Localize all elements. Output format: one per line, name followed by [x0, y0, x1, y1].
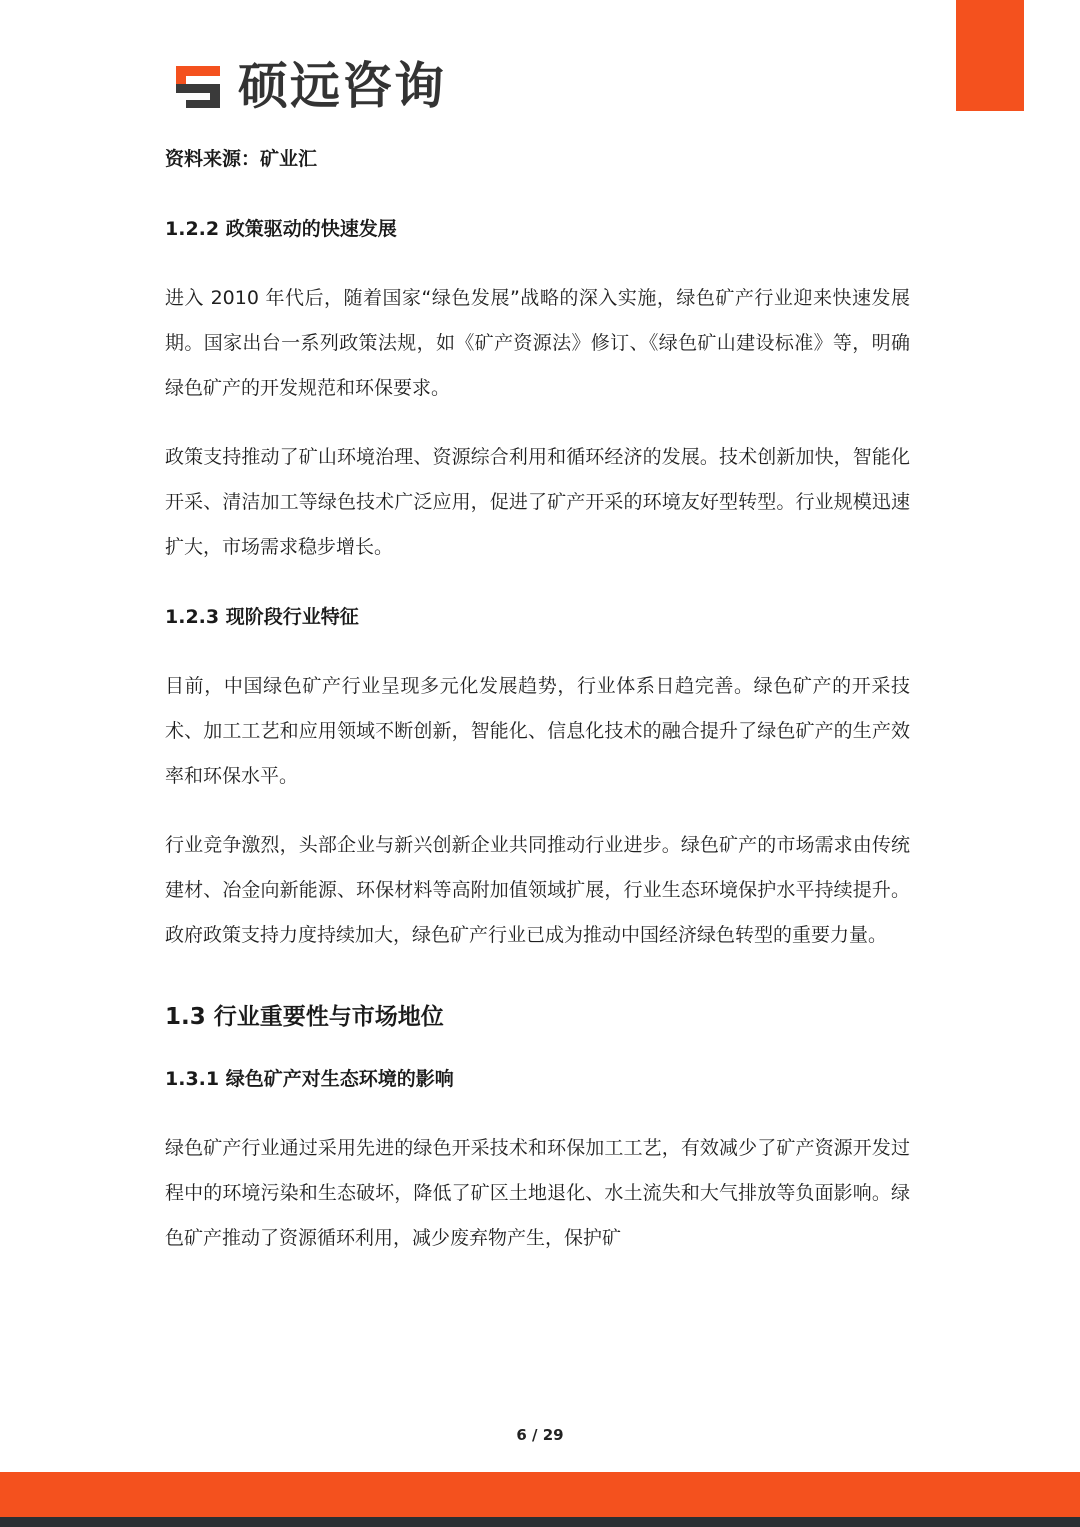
heading-1-3-1: 1.3.1 绿色矿产对生态环境的影响: [165, 1068, 454, 1090]
heading-1-2-3: 1.2.3 现阶段行业特征: [165, 606, 359, 628]
logo-text: 硕远咨询: [238, 57, 446, 115]
paragraph: 行业竞争激烈，头部企业与新兴创新企业共同推动行业进步。绿色矿产的市场需求由传统建材、冶金向新能源、环保材料等高附加值领域扩展，行业生态环境保护水平持续提升。政府政策支持力度持续加大，绿色矿产行业已成为推动中国经济绿色转型的重要力量。: [165, 834, 910, 946]
paragraph: 进入 2010 年代后，随着国家“绿色发展”战略的深入实施，绿色矿产行业迎来快速发展期。国家出台一系列政策法规，如《矿产资源法》修订、《绿色矿山建设标准》等，明确绿色矿产的开发规范和环保要求。: [165, 287, 910, 399]
heading-1-3: 1.3 行业重要性与市场地位: [165, 1004, 444, 1030]
footer-accent-bar: [0, 1472, 1080, 1517]
heading-1-2-2: 1.2.2 政策驱动的快速发展: [165, 218, 397, 240]
company-logo: [174, 56, 446, 116]
footer-dark-strip: [0, 1517, 1080, 1527]
paragraph: 政策支持推动了矿山环境治理、资源综合利用和循环经济的发展。技术创新加快，智能化开采、清洁加工等绿色技术广泛应用，促进了矿产开采的环境友好型转型。行业规模迅速扩大，市场需求稳步增长。: [165, 446, 910, 558]
data-source-line: 资料来源：矿业汇: [165, 148, 318, 170]
logo-mark-icon: [174, 58, 230, 114]
page-number: 6 / 29: [516, 1426, 564, 1444]
document-body: [165, 136, 910, 1261]
paragraph: 目前，中国绿色矿产行业呈现多元化发展趋势，行业体系日趋完善。绿色矿产的开采技术、加工工艺和应用领域不断创新，智能化、信息化技术的融合提升了绿色矿产的生产效率和环保水平。: [165, 675, 910, 787]
corner-accent-tab: [956, 0, 1024, 111]
paragraph: 绿色矿产行业通过采用先进的绿色开采技术和环保加工工艺，有效减少了矿产资源开发过程中的环境污染和生态破坏，降低了矿区土地退化、水土流失和大气排放等负面影响。绿色矿产推动了资源循环利用，减少废弃物产生，保护矿: [165, 1137, 910, 1249]
